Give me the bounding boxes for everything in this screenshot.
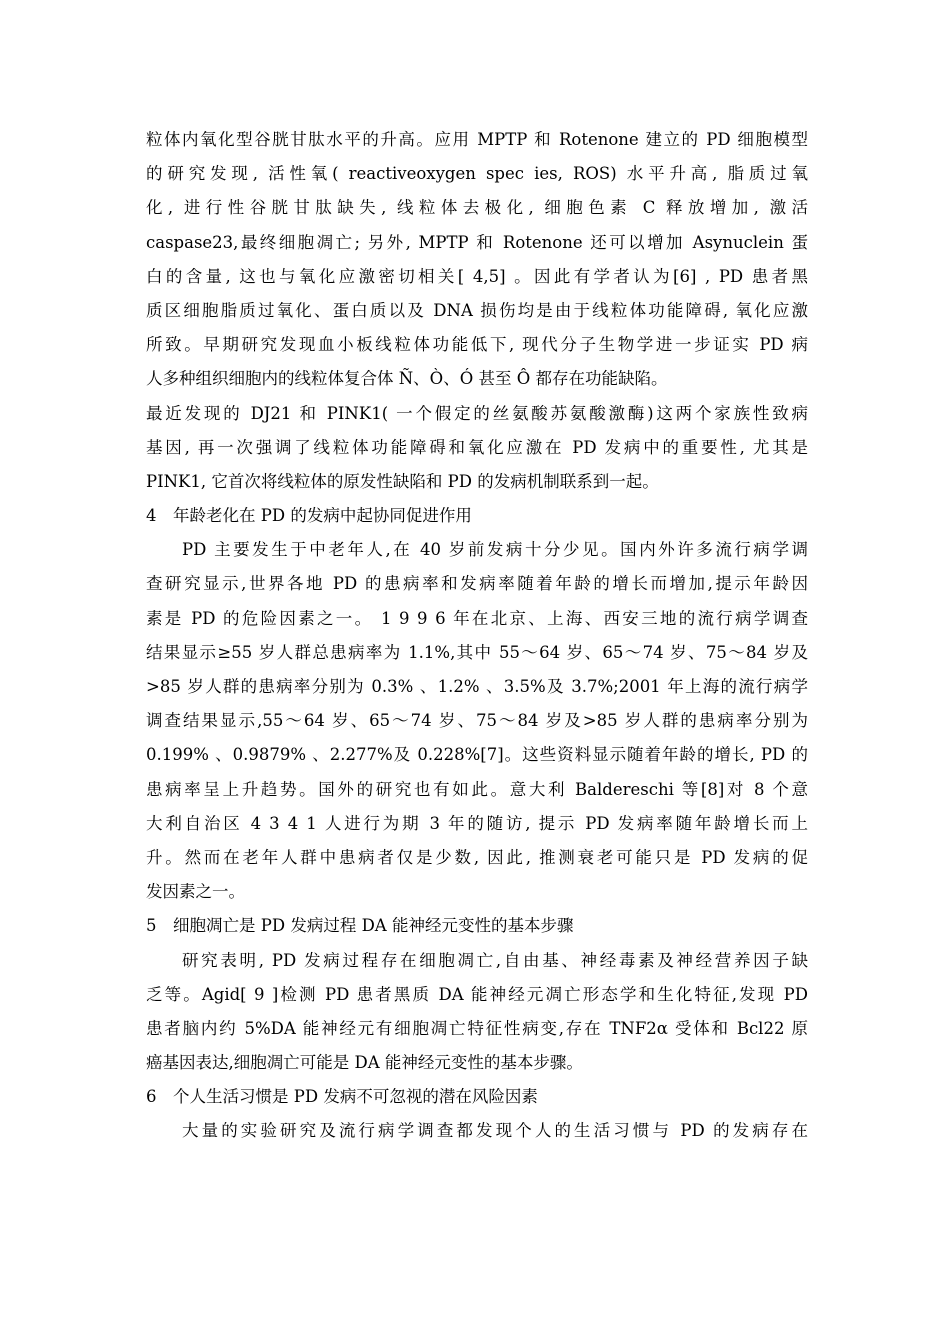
paragraph-last-line: 发因素之一。 <box>146 882 245 902</box>
text-line: 调查结果显示,55～64 岁、65～74 岁、75～84 岁及>85 岁人群的患病率分别为 <box>146 711 808 731</box>
text-line: 白的含量, 这也与氧化应激密切相关[ 4,5] 。因此有学者认为[6] , PD 患者黑 <box>146 266 808 286</box>
paragraph-first-line: 研究表明, PD 发病过程存在细胞凋亡,自由基、神经毒素及神经营养因子缺 <box>182 950 808 970</box>
text-line: 质区细胞脂质过氧化、蛋白质以及 DNA 损伤均是由于线粒体功能障碍, 氧化应激 <box>146 300 808 320</box>
text-line: 最近发现的 DJ21 和 PINK1( 一个假定的丝氨酸苏氨酸激酶)这两个家族性致病 <box>146 403 808 423</box>
paragraph-last-line: 人多种组织细胞内的线粒体复合体 Ñ、Ò、Ó 甚至 Ô 都存在功能缺陷。 <box>146 369 668 389</box>
text-line: 结果显示≥55 岁人群总患病率为 1.1%,其中 55～64 岁、65～74 岁、75～84 岁及 <box>146 642 808 662</box>
text-line: 所致。早期研究发现血小板线粒体功能低下, 现代分子生物学进一步证实 PD 病 <box>146 335 808 355</box>
text-line: 化, 进行性谷胱甘肽缺失, 线粒体去极化, 细胞色素 C 释放增加, 激活 <box>146 198 808 218</box>
document-body <box>146 123 808 1149</box>
text-line: 大利自治区 4 3 4 1 人进行为期 3 年的随访, 提示 PD 发病率随年龄增长而上 <box>146 813 808 833</box>
text-line: 乏等。Agid[ 9 ]检测 PD 患者黑质 DA 能神经元凋亡形态学和生化特征,发现 PD <box>146 984 808 1004</box>
text-line: 基因, 再一次强调了线粒体功能障碍和氧化应激在 PD 发病中的重要性, 尤其是 <box>146 437 808 457</box>
document-page <box>146 123 808 1149</box>
text-line: 的研究发现, 活性氧( reactiveoxygen spec ies, ROS) 水平升高, 脂质过氧 <box>146 164 808 184</box>
section-heading: 6 个人生活习惯是 PD 发病不可忽视的潜在风险因素 <box>146 1087 538 1107</box>
paragraph-last-line: 癌基因表达,细胞凋亡可能是 DA 能神经元变性的基本步骤。 <box>146 1053 583 1073</box>
section-heading: 4 年龄老化在 PD 的发病中起协同促进作用 <box>146 506 472 526</box>
text-line: 粒体内氧化型谷胱甘肽水平的升高。应用 MPTP 和 Rotenone 建立的 PD 细胞模型 <box>146 130 808 149</box>
text-line: 0.199% 、0.9879% 、2.277%及 0.228%[7]。这些资料显示随着年龄的增长, PD 的 <box>146 745 808 765</box>
text-line: caspase23,最终细胞凋亡; 另外, MPTP 和 Rotenone 还可以增加 Asynuclein 蛋 <box>146 232 808 252</box>
section-heading: 5 细胞凋亡是 PD 发病过程 DA 能神经元变性的基本步骤 <box>146 916 574 936</box>
text-line: 查研究显示,世界各地 PD 的患病率和发病率随着年龄的增长而增加,提示年龄因 <box>146 574 808 594</box>
paragraph-first-line: 大量的实验研究及流行病学调查都发现个人的生活习惯与 PD 的发病存在 <box>182 1121 808 1141</box>
paragraph-last-line: PINK1, 它首次将线粒体的原发性缺陷和 PD 的发病机制联系到一起。 <box>146 471 659 491</box>
text-line: >85 岁人群的患病率分别为 0.3% 、1.2% 、3.5%及 3.7%;2001 年上海的流行病学 <box>146 677 808 696</box>
text-line: 患者脑内约 5%DA 能神经元有细胞凋亡特征性病变,存在 TNF2α 受体和 Bcl22 原 <box>146 1018 808 1038</box>
paragraph-first-line: PD 主要发生于中老年人,在 40 岁前发病十分少见。国内外许多流行病学调 <box>182 540 808 560</box>
text-line: 素是 PD 的危险因素之一。 1 9 9 6 年在北京、上海、西安三地的流行病学调查 <box>146 608 808 628</box>
text-line: 患病率呈上升趋势。国外的研究也有如此。意大利 Baldereschi 等[8]对 8 个意 <box>146 779 808 799</box>
text-line: 升。然而在老年人群中患病者仅是少数, 因此, 推测衰老可能只是 PD 发病的促 <box>146 847 808 867</box>
